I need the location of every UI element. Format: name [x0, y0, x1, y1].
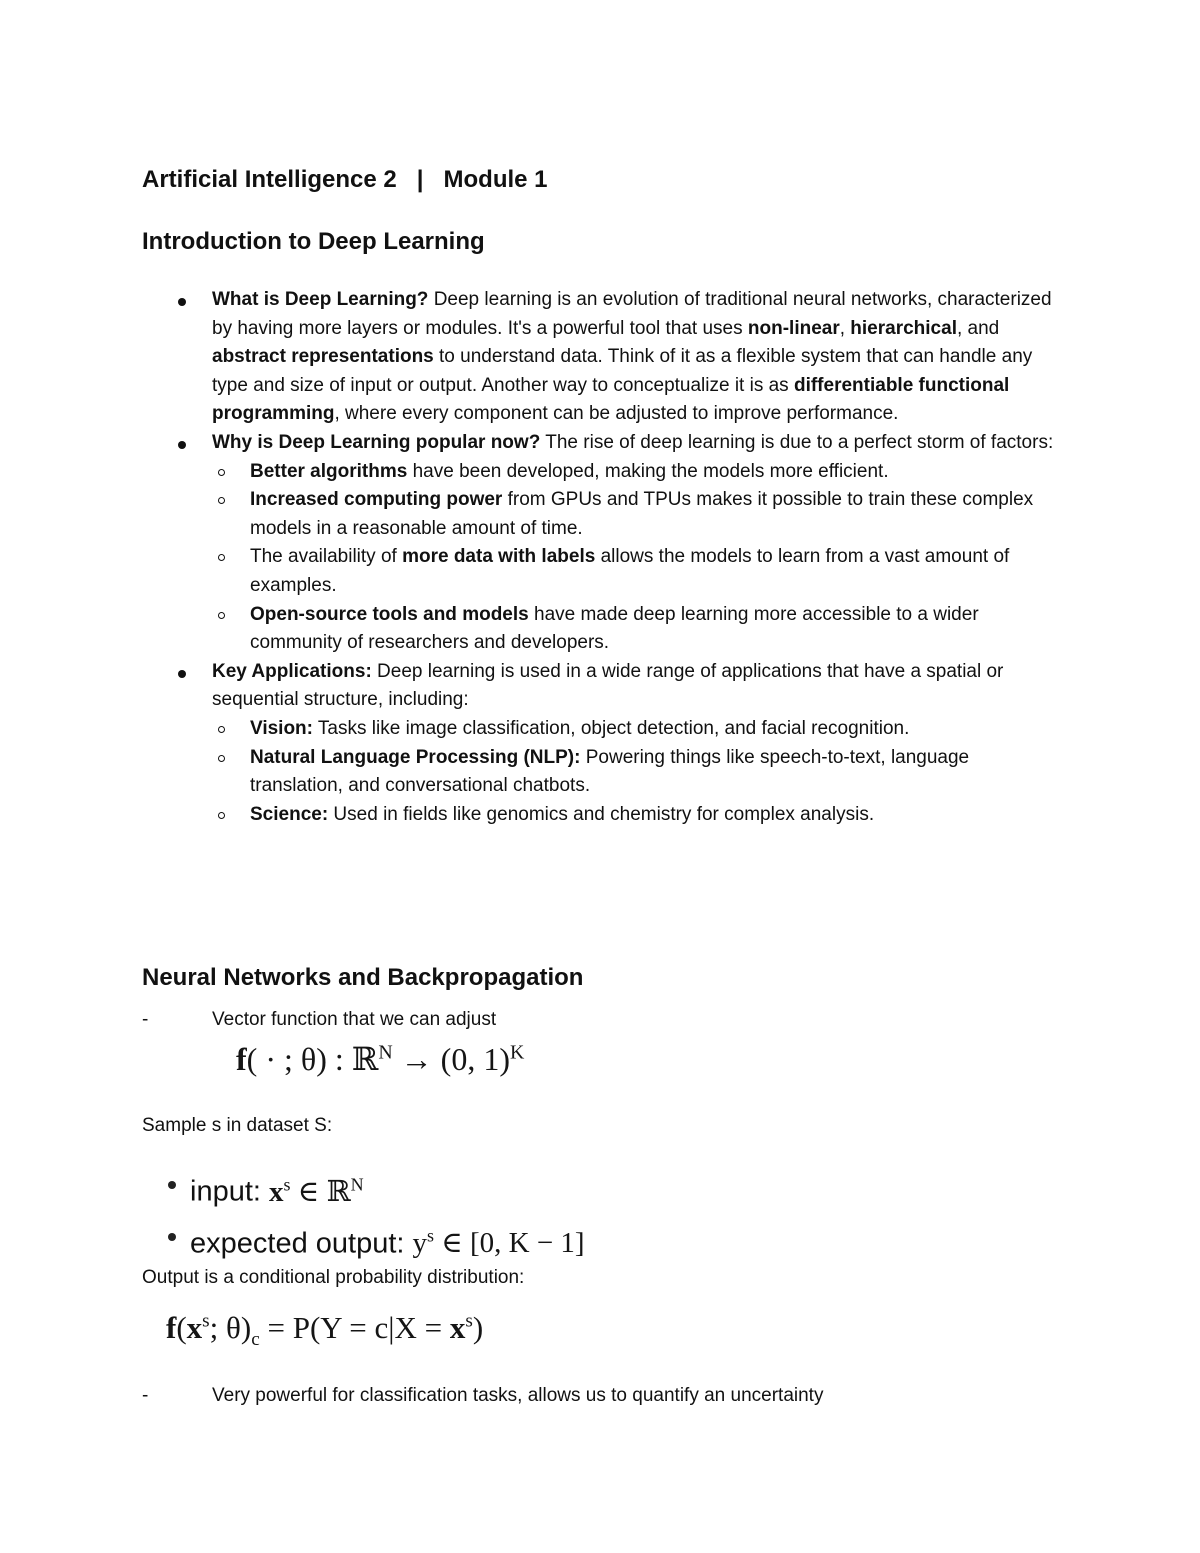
bullet-icon	[178, 298, 186, 306]
item-text: Deep learning is an evolution of traditional neural networks, characterized by having more layers or modules. It's a powerful tool that uses	[212, 289, 1052, 339]
factors-sub-list	[178, 458, 1058, 658]
hollow-bullet-icon	[218, 726, 225, 733]
bold-term: more data with labels	[402, 546, 596, 568]
item-text: The rise of deep learning is due to a perfect storm of factors:	[540, 431, 1054, 453]
bold-term: hierarchical	[850, 317, 957, 339]
sub-item-open-source: Open-source tools and models have made deep learning more accessible to a wider community of researchers and developers.	[214, 601, 1058, 658]
module-name: Module 1	[443, 166, 548, 193]
item-lead: Why is Deep Learning popular now?	[212, 431, 541, 453]
item-lead: What is Deep Learning?	[212, 289, 429, 310]
bold-term: Increased computing power	[250, 489, 503, 511]
sample-label: Sample s in dataset S:	[142, 1115, 333, 1136]
bold-term: Open-source tools and models	[250, 603, 529, 625]
hollow-bullet-icon	[218, 755, 225, 762]
bullet-icon	[168, 1181, 176, 1189]
item-text: ,	[839, 317, 851, 339]
page-title	[142, 166, 548, 194]
item-text: , and	[956, 317, 1000, 339]
list-item-why-popular	[178, 429, 1058, 658]
hollow-bullet-icon	[218, 469, 225, 476]
hollow-bullet-icon	[218, 812, 225, 819]
sub-item-algorithms: Better algorithms have been developed, making the models more efficient.	[214, 458, 1058, 487]
course-name: Artificial Intelligence 2	[142, 166, 397, 193]
dash-item-text: Very powerful for classification tasks, allows us to quantify an uncertainty	[212, 1385, 824, 1406]
sub-item-science: Science: Used in fields like genomics and chemistry for complex analysis.	[214, 801, 1058, 830]
bold-term: Science:	[250, 803, 329, 825]
intro-bullet-list	[178, 286, 1058, 829]
output-distribution-label: Output is a conditional probability distribution:	[142, 1267, 525, 1288]
dash-marker: -	[142, 1385, 149, 1406]
dash-marker: -	[142, 1009, 149, 1030]
list-item-key-applications	[178, 658, 1058, 830]
dash-item-classification	[142, 1382, 823, 1410]
bold-term: Vision:	[250, 717, 313, 739]
item-lead: Key Applications:	[212, 660, 372, 682]
sub-item-vision: Vision: Tasks like image classification, object detection, and facial recognition.	[214, 715, 1058, 744]
hollow-bullet-icon	[218, 554, 225, 561]
bold-term: differentiable functional programming	[212, 374, 1010, 425]
item-text: , where every component can be adjusted to improve performance.	[334, 403, 899, 425]
section-heading-intro: Introduction to Deep Learning	[142, 228, 485, 255]
sub-item-data: The availability of more data with labels allows the models to learn from a vast amount of examples.	[214, 543, 1058, 600]
applications-sub-list	[178, 715, 1058, 829]
bullet-icon	[178, 441, 186, 449]
item-text: to understand data. Think of it as a flexible system that can handle any type and size of input or output. Another way to conceptualize it is as	[212, 346, 1033, 396]
equation-sample-definitions	[166, 1162, 585, 1265]
sub-item-nlp: Natural Language Processing (NLP): Powering things like speech-to-text, language translation, and conversational chatbots.	[214, 744, 1058, 801]
bold-term: Better algorithms	[250, 460, 408, 482]
bullet-icon	[178, 670, 186, 678]
bold-term: abstract representations	[212, 346, 434, 368]
input-definition: input: $x^s$ ∈ ℝ$^N$	[166, 1162, 585, 1214]
dash-item-text: Vector function that we can adjust	[212, 1009, 497, 1030]
list-item-what-is-dl	[178, 286, 1058, 429]
bold-term: non-linear	[747, 317, 840, 339]
equation-function-signature: f( · ; θ) : ℝ$^N$ → (0, 1)$^K$	[236, 1041, 525, 1077]
hollow-bullet-icon	[218, 497, 225, 504]
title-separator: |	[416, 166, 424, 193]
bullet-icon	[168, 1233, 176, 1241]
section-heading-neural-networks: Neural Networks and Backpropagation	[142, 964, 584, 991]
equation-conditional-probability: $f(x^s$; $\theta)_c = P(Y = c|X = x^s)$	[166, 1310, 484, 1351]
sub-item-computing: Increased computing power from GPUs and TPUs makes it possible to train these complex models in a reasonable amount of time.	[214, 486, 1058, 543]
expected-output-definition: expected output: $y^s$ ∈ [0, K − 1]	[166, 1214, 585, 1266]
item-text: Deep learning is used in a wide range of applications that have a spatial or sequential structure, including:	[212, 660, 1004, 711]
bold-term: Natural Language Processing (NLP):	[250, 746, 581, 768]
dash-item-vector-function	[142, 1006, 496, 1034]
hollow-bullet-icon	[218, 612, 225, 619]
